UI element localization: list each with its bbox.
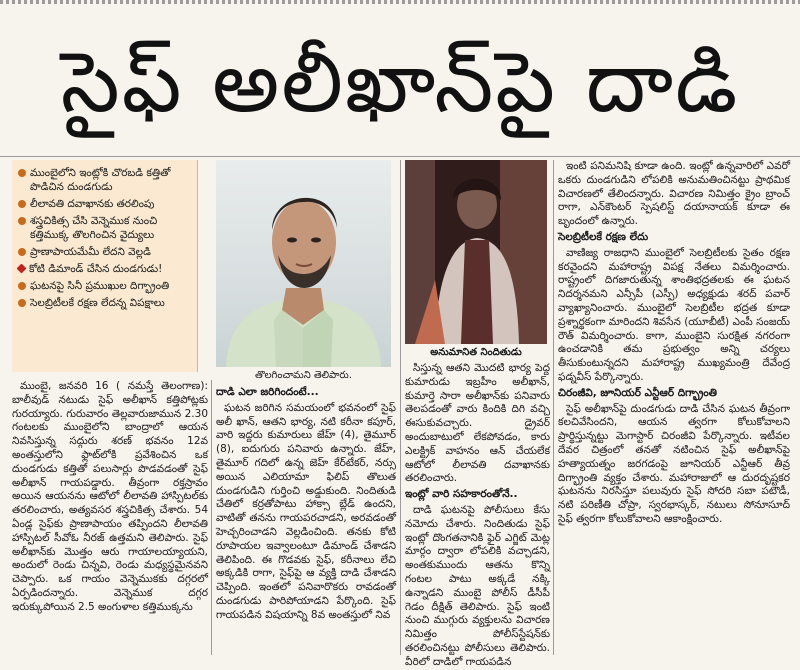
suspect-photo-caption: అనుమానిత నిందితుడు [430,347,522,358]
highlights-box [12,160,198,372]
column-rule [400,160,401,655]
article-paragraph: వాణిజ్య రాజధాని ముంబైలో సెలబ్రిటీలకు సైతం రక్షణ కరవైందని మహారాష్ట్ర విపక్ష నేతలు విమర్శించారు. రాష్ట్రంలో దిగజారుతున్న శాంతిభద్రతలకు ఈ ఘటన నిదర్శనమని ఎన్సీపీ (ఎస్పీ) అధ్యక్షుడు శరద్ పవార్ వ్యాఖ్యానించారు. ముంబైలో సెలబ్రిటీల భద్రత కూడా ప్రశ్నార్థకంగా మారిందని శివసేన (యూబీటీ) ఎంపీ సంజయ్ రౌత్ విమర్శించారు. కాగా, ముంబైని సురక్షిత నగరంగా ఉంచడానికి తమ ప్రభుత్వం అన్ని చర్యలు తీసుకుంటున్నదని మహారాష్ట్ర ముఖ్యమంత్రి దేవేంద్ర ఫడ్నవీస్ పేర్కొన్నారు. [558,246,790,383]
article-column-1 [12,380,208,655]
subheading: ఇంట్లో వారి సహకారంతోనే.. [405,488,518,501]
subheading: దాడి ఎలా జరిగిందంటే... [216,386,319,398]
top-border [0,0,800,4]
bullet-icon [17,264,27,274]
highlight-item: ముంబైలోని ఇంట్లోకి చొరబడి కత్తితో పొడిచిన దుండగుడు [18,166,191,194]
highlight-item: కోటి డిమాండ్ చేసిన దుండగుడు! [18,262,191,276]
article-column-2 [216,384,396,655]
suspect-photo [405,160,547,344]
actor-photo [216,160,391,367]
highlight-item: లీలావతి దవాఖానకు తరలింపు [18,197,191,211]
column-rule [211,380,212,655]
article-column-4 [558,160,790,655]
actor-photo-caption: తొలగించామని తెలిపారు. [255,370,352,381]
article-paragraph: ఇంటి పనిమనిషి కూడా ఉంది. ఇంట్లో ఉన్నవారిలో ఎవరో ఒకరు దుండగుడిని లోపలికి అనుమతించినట్టు ప్రాథమిక విచారణలో తేలిందన్నారు. విచారణ నిమిత్తం క్రైం బ్రాంచ్ రాగా, ఎన్‌కౌంటర్ స్పెషలిస్ట్ దయానాయక్ కూడా ఈ బృందంలో ఉన్నారు. [558,160,790,228]
suspect-cctv-illustration [405,160,547,344]
article-paragraph: సిస్తున్న ఆతని మొదటి భార్య పెద్ద కుమారుడు ఇబ్రహీం అలీఖాన్, కుమార్తె సారా అలీఖాన్‌కు పనివారు తెలపడంతో వారు కిందికి దిగి వచ్చి ఈసుకువచ్చారు. డ్రైవర్ అందుబాటులో లేకపోవడం, కారు ఎలక్ట్రిక్ వాహనం ఆన్ చేయలేక ఆటోలో లీలావతి దవాఖానకు తరలించారు. [405,362,550,485]
bullet-icon [18,282,26,290]
article-column-3 [405,362,550,668]
subheading: సెలబ్రిటీలకే రక్షణ లేదు [558,230,649,243]
bullet-icon [18,169,26,177]
subheading: చిరంజీవి, జూనియర్ ఎన్టీఆర్ దిగ్భ్రాంతి [558,386,717,399]
column-rule [553,160,554,655]
highlight-item: ఘటనపై సినీ ప్రముఖుల దిగ్భ్రాంతి [18,279,191,293]
article-paragraph: ఘటన జరిగిన సమయంలో భవనంలో సైఫ్ అలీ ఖాన్, ఆతని భార్య, నటి కరీనా కపూర్, వారి ఇద్దరు కుమారులు జేహ్ (4), తైమూర్ (8), ఐదుగురు పనివారు ఉన్నారు. జేహ్, తైమూర్ గదిలో ఉన్న జెహ్ కేర్‌టేకర్, నర్సు అయిన ఎలియామా ఫిలిప్ తొలుత దుండగుడిని గుర్తించి అడ్డుకుంది. నిందితుడి చేతిలో కర్రతోపాటు హాక్సా బ్లేడ్ ఉందని, వాటితో తనను గాయపరచాడని, అరవడంతో హెచ్చరించాడని వెల్లడించింది. తనకు కోటి రూపాయల ఇవ్వాలంటూ డిమాండ్ చేశాడని తెలిపింది. ఈ గొడవకు సైఫ్, కరీనాలు లేచి అక్కడికి రాగా, సైఫ్‌పై ఆ వ్యక్తి దాడి చేశాడని చెప్పింది. ఇంతలో పనివారొకరు రావడంతో దుండగుడు పారిపోయాడని పేర్కొంది. సైఫ్ గాయపడిన విషయాన్ని 8వ అంతస్తులో నివ [216,401,396,621]
bullet-icon [18,200,26,208]
bullet-icon [18,217,26,225]
bullet-icon [18,248,26,256]
highlight-item: శస్త్రచికిత్స చేసి వెన్నెముక నుంచి కత్తిముక్క తొలగించిన వైద్యులు [18,214,191,242]
article-paragraph: సైఫ్ అలీఖాన్‌పై దుండగుడు దాడి చేసిన ఘటన తీవ్రంగా కలచివేసిందని, ఆయన త్వరగా కోలుకోవాలని ప్రార్థిస్తున్నట్టు మెగాస్టార్ చిరంజీవి పేర్కొన్నారు. ఇటీవల దేవర చిత్రంలో తనతో నటించిన సైఫ్ అలీఖాన్‌పై హత్యాయత్నం జరగడంపై జూనియర్ ఎన్టీఆర్ తీవ్ర దిగ్భ్రాంతి వ్యక్తం చేశారు. మహారాజులో ఆ దురదృష్టకర ఘటనను నిరసిస్తూ పలువురు సైఫ్ సోదరి సబా పటౌడీ, నటి పరిణీతి చోప్రా, స్వరభాస్కర్, నటులు సోనూసూద్ సైఫ్ త్వరగా కోలుకోవాలని ఆకాంక్షించారు. [558,402,790,525]
article-paragraph: దాడి ఘటనపై పోలీసులు కేసు నమోదు చేశారు. నిందితుడు సైఫ్ ఇంట్లో దొంగతనానికి ఫైర్ ఎగ్జిట్ మెట్ల మార్గం ద్వారా లోపలికి వచ్చాడని, అంతకుముందు ఆతను కొన్ని గంటల పాటు అక్కడే నక్కి ఉన్నాడని ముంబై పోలీస్ డీసీపీ గెడం దీక్షిత్ తెలిపారు. సైఫ్ ఇంటి నుంచి ముగ్గురు వ్యక్తులను విచారణ నిమిత్తం పోలీస్‌స్టేషన్‌కు తరలించినట్టు పోలీసులు తెలిపారు. వీరిలో దాడిలో గాయపడిన [405,503,550,668]
highlight-item: సెలబ్రిటీలకే రక్షణ లేదన్న విపక్షాలు [18,296,191,310]
actor-portrait-illustration [216,160,391,367]
headline-rule [0,156,800,157]
article-paragraph: ముంబై, జనవరి 16 ( నమస్తే తెలంగాణ): బాలీవుడ్ నటుడు సైఫ్ అలీఖాన్ కత్తిపోట్లకు గురయ్యారు. గురువారం తెల్లవారుజామున 2.30 గంటలకు ముంబైలోని బాంద్రాలో ఆయన నివసిస్తున్న సద్గురు శరణ్ భవనం 12వ అంతస్తులోని ఫ్లాట్‌లోకి ప్రవేశించిన ఒక దుండగుడు కత్తితో పలుసార్లు పొడవడంతో సైఫ్ అలీఖాన్ గాయపడ్డారు. తీవ్రంగా రక్తస్రావం అయిన ఆయనను ఆటోలో లీలావతి హాస్పిటల్‌కు తరలించారు, అత్యవసర శస్త్రచికిత్స చేశారు. 54 ఏండ్ల సైఫ్‌కు ప్రాణాపాయం తప్పిందని లీలావతి హాస్పిటల్ సీవోఓ నీరజ్ ఉత్తమని తెలిపారు. సైఫ్ అలీఖాన్‌కు మొత్తం ఆరు గాయాలయ్యాయని, అందులో రెండు చిన్నవి, రెండు మధ్యస్థమైనవని చెప్పారు. ఒక గాయం వెన్నెముకకు దగ్గరలో ఏర్పడిందన్నారు. వెన్నెముక దగ్గర ఇరుక్కుపోయిన 2.5 అంగుళాల కత్తిముక్కను [12,380,208,613]
headline: సైఫ్ అలీఖాన్‌పై దాడి [60,33,740,131]
highlight-item: ప్రాణాపాయమేమీ లేదని వెల్లడి [18,245,191,259]
bullet-icon [18,299,26,307]
